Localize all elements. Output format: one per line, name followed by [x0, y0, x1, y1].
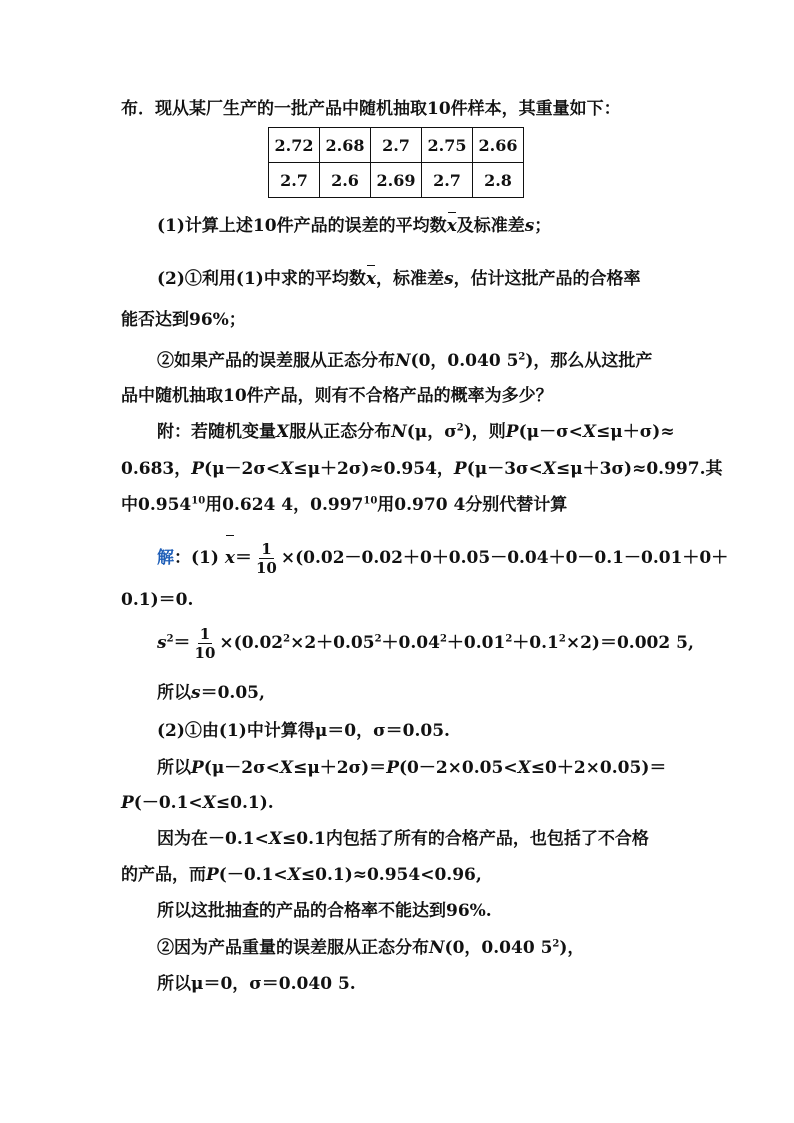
question-3: ②如果产品的误差服从正态分布N(0，0.040 $5^2$)，那么从这批产 — [157, 351, 653, 371]
table-cell: 2.75 — [422, 128, 473, 163]
fraction: $\frac{1}{10}$ — [194, 625, 216, 662]
solution-9: 所以μ＝0，σ＝0.040 5. — [157, 974, 356, 994]
solution-7: 所以这批抽查的产品的合格率不能达到96%. — [157, 901, 492, 921]
question-3-cont: 品中随机抽取10件产品，则有不合格产品的概率为多少？ — [121, 386, 553, 406]
question-2-cont: 能否达到96%； — [121, 310, 246, 330]
solution-8: ②因为产品重量的误差服从正态分布N(0，0.040 $5^2$)， — [157, 938, 585, 958]
table-cell: 2.69 — [371, 163, 422, 198]
solution-2: $s^2=$ $\frac{1}{10}$ $\times(0.02^2\times 2+0.05^2+0.04^2+0.01^2+0.1^2\times 2)=0.002$ 5, — [157, 625, 694, 662]
x-bar-symbol: x — [366, 265, 376, 290]
note-2: 0.683，P(μ－2σ<X≤μ＋2σ)≈0.954，P(μ－3σ<X≤μ＋3σ)≈0.997.其 — [121, 459, 723, 479]
table-cell: 2.7 — [269, 163, 320, 198]
fraction: $\frac{1}{10}$ — [255, 540, 277, 577]
x-bar-symbol: x — [447, 212, 457, 237]
table-cell: 2.8 — [473, 163, 524, 198]
solution-4: (2)①由(1)中计算得μ＝0，σ＝0.05. — [157, 721, 450, 741]
table-row — [269, 128, 524, 163]
solution-5: 所以P(μ－2σ<X≤μ＋2σ)＝P(0－2×0.05<X≤0＋2×0.05)＝ — [157, 758, 667, 778]
note-1: 附：若随机变量X服从正态分布N(μ，$\sigma^2$)，则P(μ－σ<X≤μ＋σ)≈ — [157, 422, 675, 442]
solution-3: 所以s＝0.05, — [157, 683, 265, 703]
question-1: (1)计算上述10件产品的误差的平均数x及标准差s； — [157, 212, 551, 237]
weight-table — [268, 127, 524, 198]
solution-1-cont: 0.1)＝0. — [121, 590, 194, 610]
table-cell: 2.6 — [320, 163, 371, 198]
table-row — [269, 163, 524, 198]
table-cell: 2.72 — [269, 128, 320, 163]
solution-label: 解 — [157, 548, 174, 568]
solution-5-cont: P(－0.1<X≤0.1). — [121, 793, 274, 813]
x-bar-symbol: x — [225, 535, 235, 578]
note-3: 中0.954$^{10}$用0.624 4，0.997$^{10}$用0.970 4分别代替计算 — [121, 495, 568, 515]
table-cell: 2.68 — [320, 128, 371, 163]
solution-6: 因为在－0.1<X≤0.1内包括了所有的合格产品，也包括了不合格 — [157, 829, 649, 849]
table-cell: 2.7 — [371, 128, 422, 163]
solution-1: 解：(1) x＝ $\frac{1}{10}$ ×(0.02－0.02＋0＋0.05－0.04＋0－0.1－0.01＋0＋ — [157, 535, 728, 578]
question-2: (2)①利用(1)中求的平均数x，标准差s，估计这批产品的合格率 — [157, 265, 641, 290]
table-cell: 2.7 — [422, 163, 473, 198]
table-cell: 2.66 — [473, 128, 524, 163]
solution-6-cont: 的产品，而P(－0.1<X≤0.1)≈0.954<0.96, — [121, 865, 482, 885]
problem-intro: 布．现从某厂生产的一批产品中随机抽取10件样本，其重量如下： — [121, 99, 621, 119]
